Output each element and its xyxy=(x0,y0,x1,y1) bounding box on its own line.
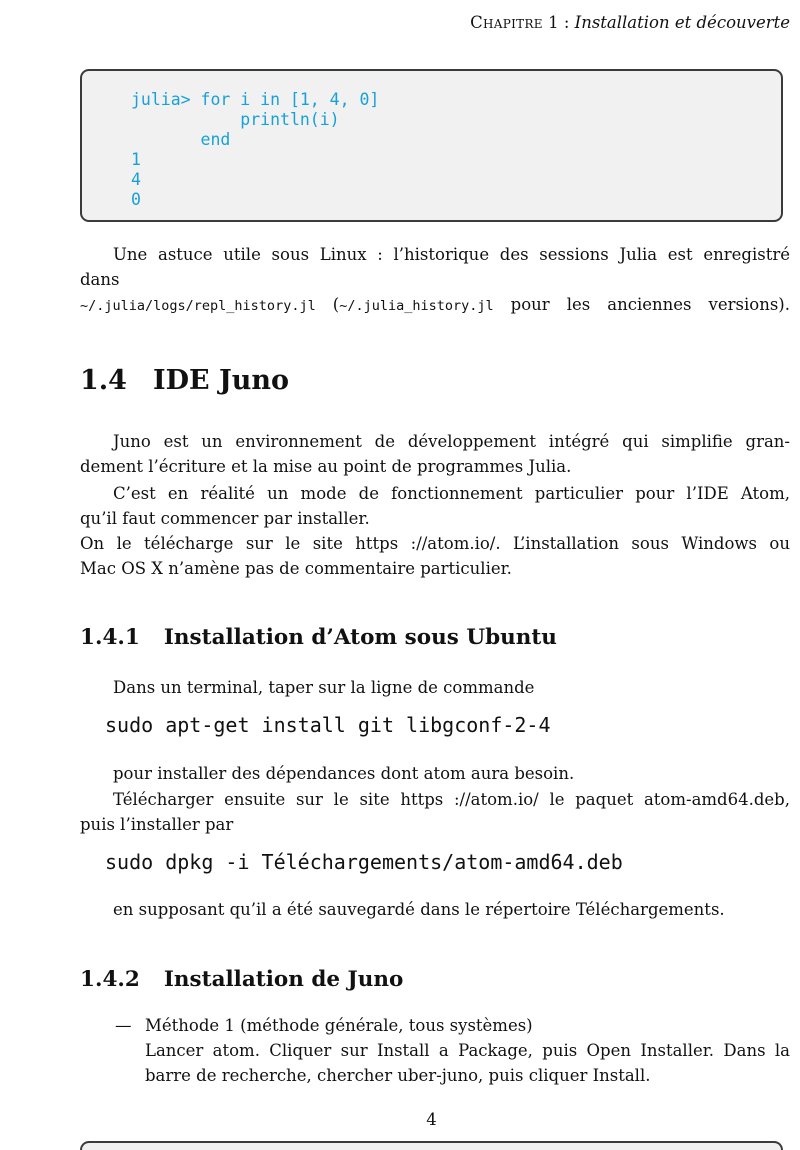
command-apt-get: sudo apt-get install git libgconf-2-4 xyxy=(105,713,551,737)
paragraph-download xyxy=(80,787,790,837)
code-line: end xyxy=(131,130,231,149)
text-line: pour installer des dépendances dont atom aura besoin. xyxy=(113,764,575,783)
text-line: Méthode 1 (méthode générale, tous systèmes) xyxy=(145,1016,533,1035)
method-list-item xyxy=(80,1013,790,1088)
paragraph-terminal xyxy=(80,675,790,700)
section-heading-1-4-2 xyxy=(80,968,403,992)
text-line: On le télécharge sur le site https ://atom.io/. L’installation sous Windows ou xyxy=(80,534,790,553)
chapter-title: Installation et découverte xyxy=(574,13,790,32)
text-line: qu’il faut commencer par installer. xyxy=(80,509,370,528)
section-title: Installation d’Atom sous Ubuntu xyxy=(163,625,557,650)
text-line: Lancer atom. Cliquer sur Install a Package, puis Open Installer. Dans la xyxy=(145,1041,790,1060)
code-line: println(i) xyxy=(131,110,340,129)
text-line: en supposant qu’il a été sauvegardé dans le répertoire Téléchargements. xyxy=(113,900,725,919)
code-line: 0 xyxy=(131,190,141,209)
section-title: IDE Juno xyxy=(152,365,290,396)
chapter-label: Chapitre xyxy=(470,13,543,32)
repl-code-block xyxy=(80,69,783,222)
text-line: C’est en réalité un mode de fonctionnement particulier pour l’IDE Atom, xyxy=(113,484,790,503)
text-line: Juno est un environnement de développement intégré qui simplifie gran- xyxy=(113,432,790,451)
running-header xyxy=(470,10,790,35)
section-heading-1-4 xyxy=(80,366,289,396)
text-segment: ( xyxy=(315,295,340,314)
paragraph-juno xyxy=(80,429,790,479)
text-line: Mac OS X n’amène pas de commentaire particulier. xyxy=(80,559,512,578)
command-dpkg: sudo dpkg -i Téléchargements/atom-amd64.deb xyxy=(105,850,623,874)
section-number: 1.4.1 xyxy=(80,625,140,650)
section-heading-1-4-1 xyxy=(80,626,557,650)
list-dash: — xyxy=(115,1016,132,1035)
code-line: 4 xyxy=(131,170,141,189)
page-number: 4 xyxy=(426,1110,437,1129)
section-number: 1.4 xyxy=(80,365,127,396)
repl-code-content xyxy=(82,71,781,210)
inline-path: ~/.julia/logs/repl_history.jl xyxy=(80,298,316,314)
section-title: Installation de Juno xyxy=(163,967,404,992)
method-text xyxy=(145,1013,790,1088)
next-code-block-top-border xyxy=(80,1141,783,1150)
code-line: julia> for i in [1, 4, 0] xyxy=(131,90,380,109)
chapter-number: 1 : xyxy=(548,13,570,32)
paragraph-atom xyxy=(80,481,790,581)
text-line: puis l’installer par xyxy=(80,815,234,834)
text-line: barre de recherche, chercher uber-juno, puis cliquer Install. xyxy=(145,1066,651,1085)
inline-path: ~/.julia_history.jl xyxy=(339,298,494,314)
text-line: Télécharger ensuite sur le site https ://atom.io/ le paquet atom-amd64.deb, xyxy=(113,790,790,809)
code-line: 1 xyxy=(131,150,141,169)
text-line: Une astuce utile sous Linux : l’historique des sessions Julia est enregistré xyxy=(113,245,790,264)
paragraph-saved xyxy=(80,897,790,922)
text-line: dans xyxy=(80,270,120,289)
text-segment: pour les anciennes versions). xyxy=(493,295,790,314)
paragraph-history xyxy=(80,242,790,319)
text-line: dement l’écriture et la mise au point de programmes Julia. xyxy=(80,457,572,476)
text-line: Dans un terminal, taper sur la ligne de commande xyxy=(113,678,535,697)
text-line-mixed xyxy=(80,292,790,319)
paragraph-dependencies xyxy=(80,761,790,786)
section-number: 1.4.2 xyxy=(80,967,140,992)
